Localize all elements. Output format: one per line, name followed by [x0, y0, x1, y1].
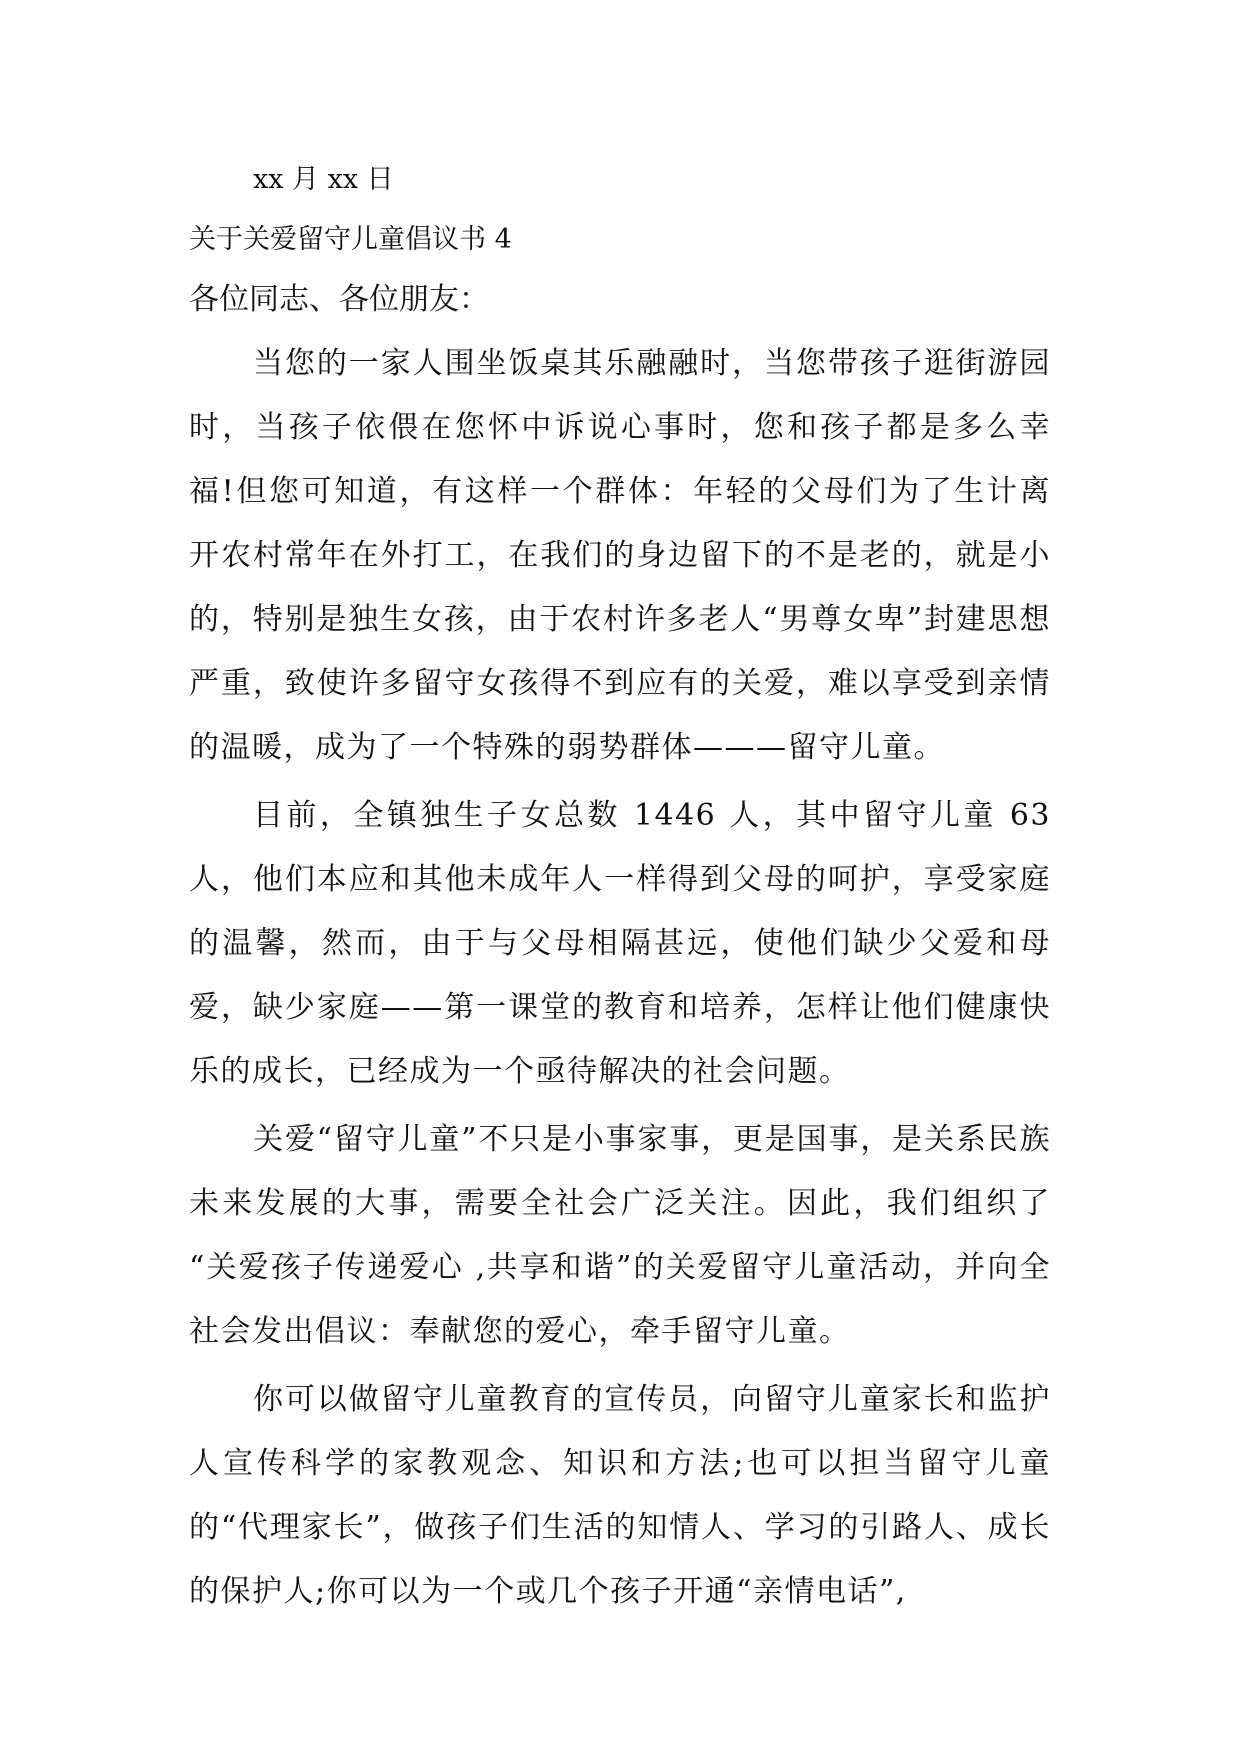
paragraph: 目前，全镇独生子女总数 1446 人，其中留守儿童 63 人，他们本应和其他未成年人一样得到父母的呵护，享受家庭的温馨，然而，由于与父母相隔甚远，使他们缺少父爱和母爱，缺少家庭——第一课堂的教育和培养，怎样让他们健康快乐的成长，已经成为一个亟待解决的社会问题。: [189, 798, 1051, 1089]
paragraph: 当您的一家人围坐饭桌其乐融融时，当您带孩子逛街游园时，当孩子依偎在您怀中诉说心事时，您和孩子都是多么幸福!但您可知道，有这样一个群体：年轻的父母们为了生计离开农村常年在外打工，在我们的身边留下的不是老的，就是小的，特别是独生女孩，由于农村许多老人“男尊女卑”封建思想严重，致使许多留守女孩得不到应有的关爱，难以享受到亲情的温暖，成为了一个特殊的弱势群体———留守儿童。: [189, 346, 1051, 765]
document-title: 关于关爱留守儿童倡议书 4: [189, 224, 512, 255]
document-date: xx 月 xx 日: [253, 164, 394, 195]
document-body: [189, 150, 1051, 1624]
paragraph: 关爱“留守儿童”不只是小事家事，更是国事，是关系民族未来发展的大事，需要全社会广泛关注。因此，我们组织了 “关爱孩子传递爱心 ,共享和谐”的关爱留守儿童活动，并向全社会发出倡议：奉献您的爱心，牵手留守儿童。: [189, 1122, 1051, 1349]
document-salutation: 各位同志、各位朋友：: [189, 282, 489, 317]
paragraph: 你可以做留守儿童教育的宣传员，向留守儿童家长和监护人宣传科学的家教观念、知识和方法;也可以担当留守儿童的“代理家长”，做孩子们生活的知情人、学习的引路人、成长的保护人;你可以为一个或几个孩子开通“亲情电话”,: [189, 1382, 1051, 1609]
